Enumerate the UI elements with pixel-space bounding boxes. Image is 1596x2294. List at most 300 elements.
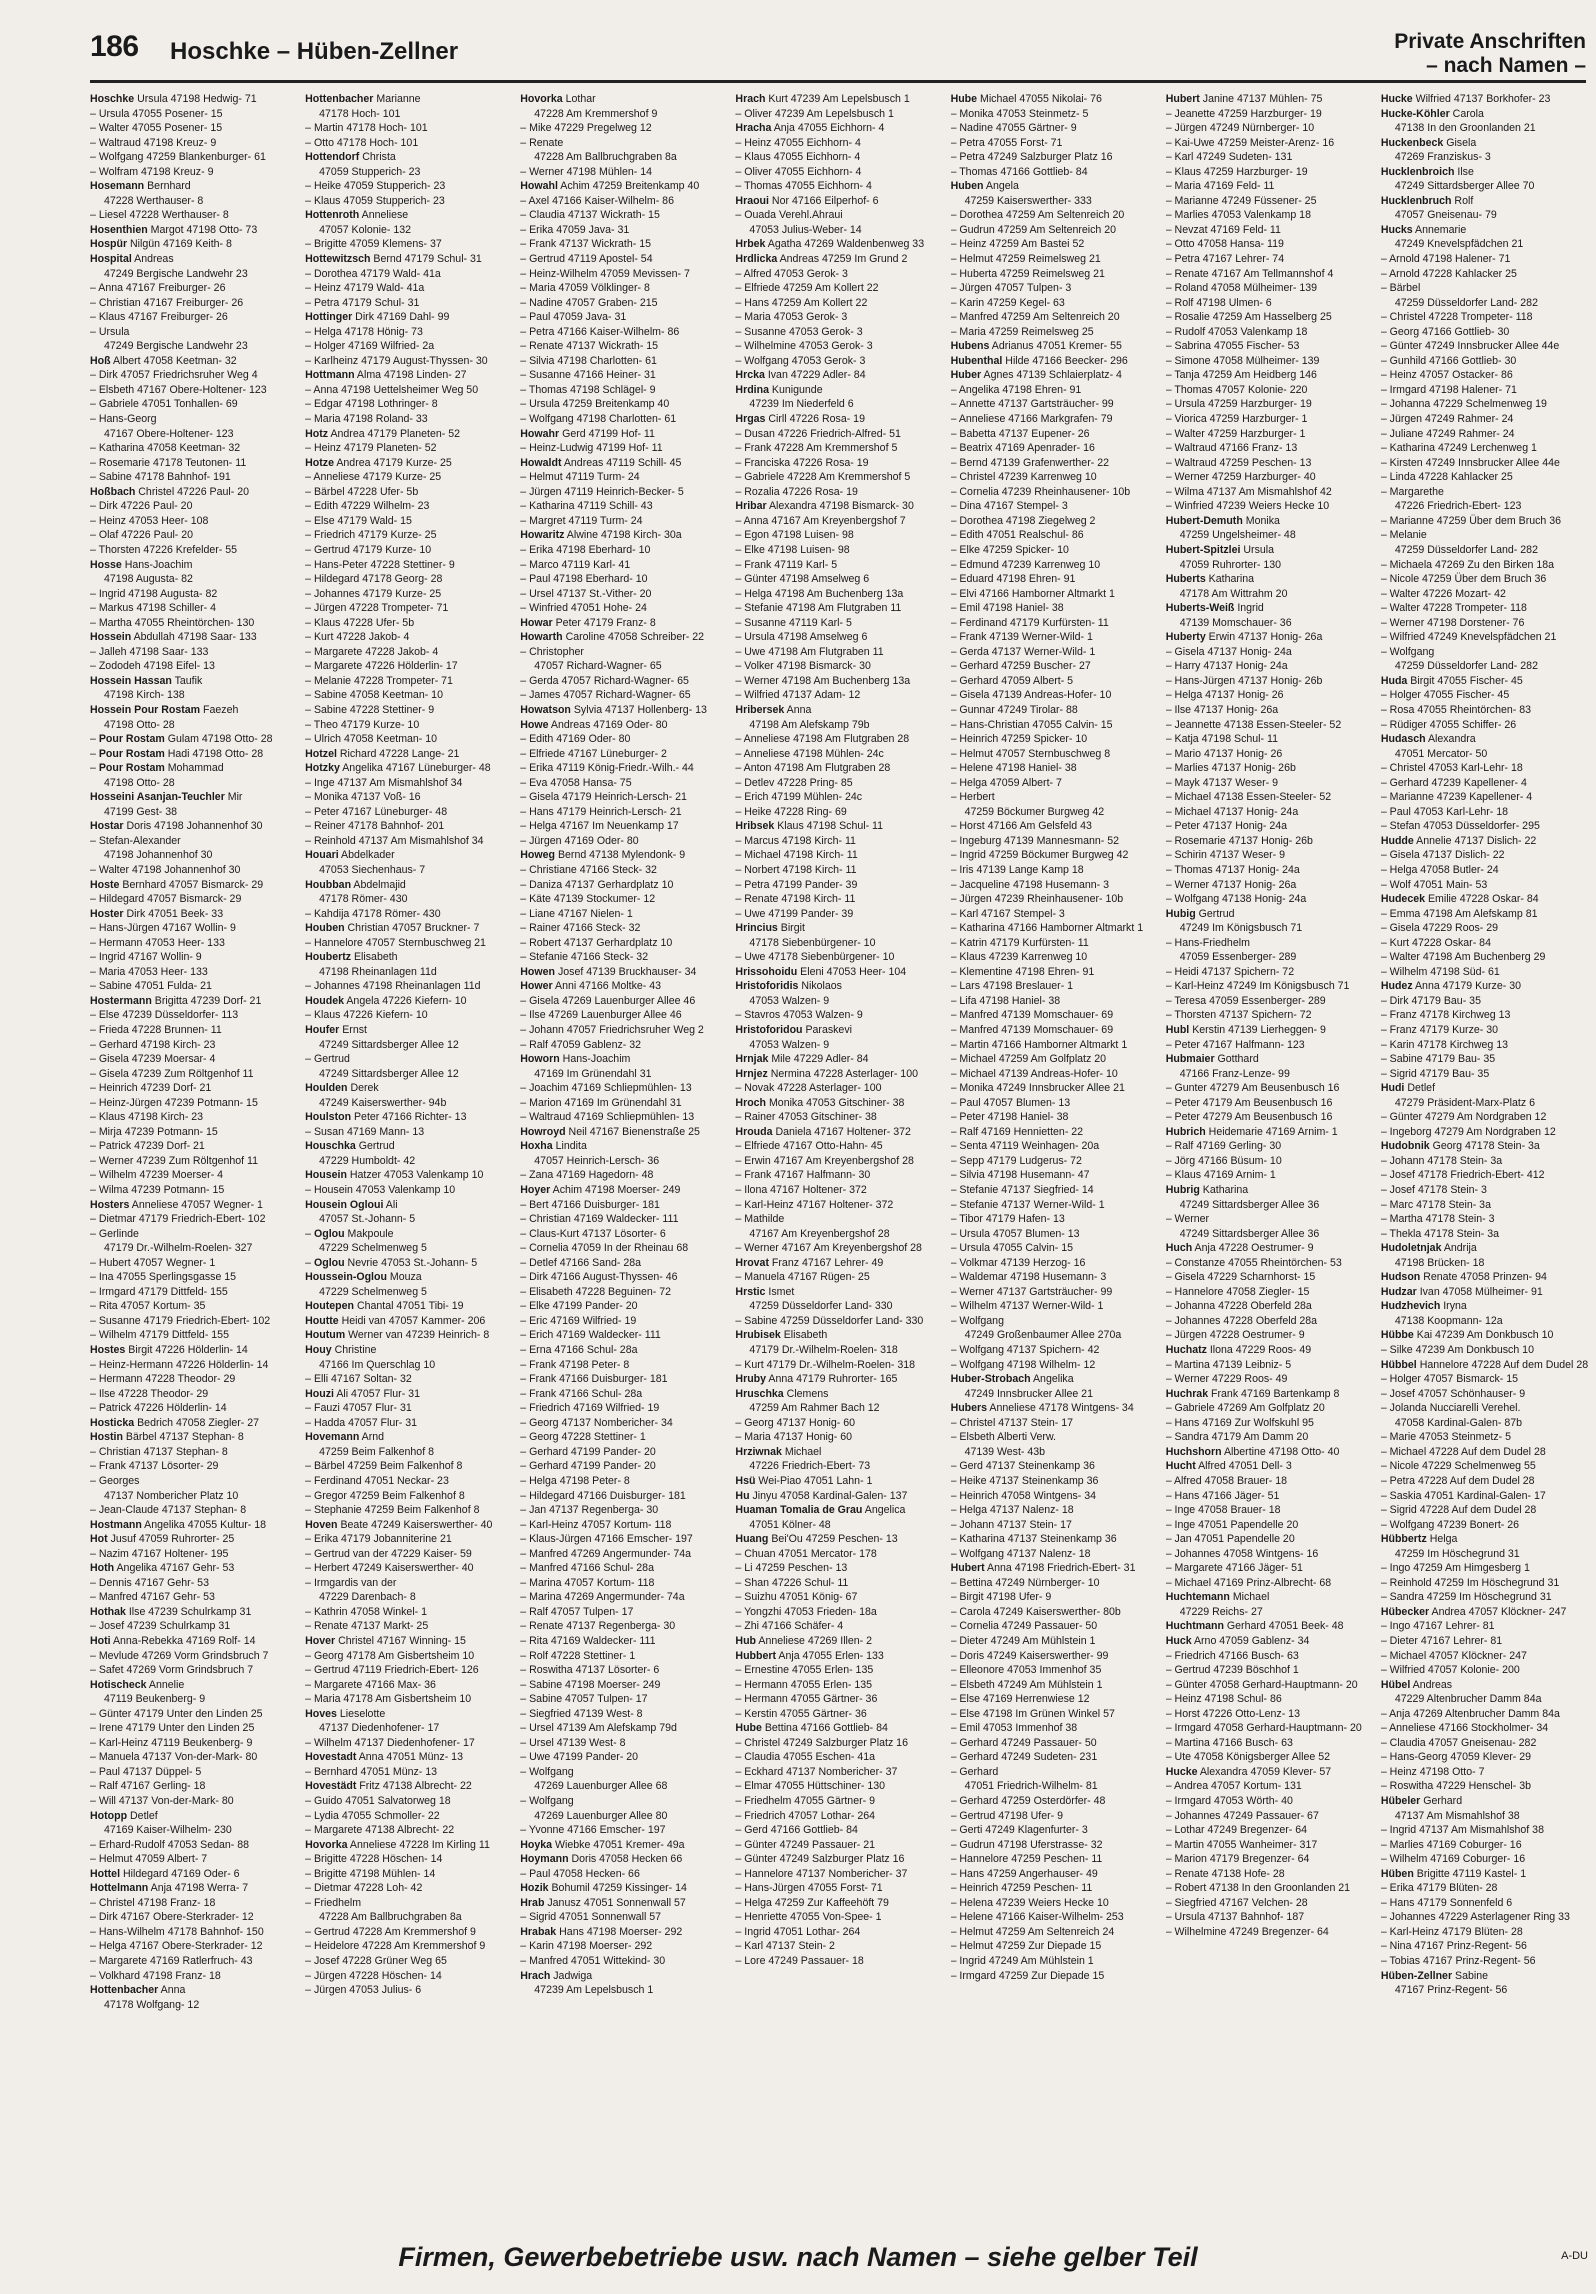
directory-entry: – Heinz 47259 Am Bastei 52 xyxy=(950,238,1085,251)
directory-entry: Huck Arno 47059 Gablenz- 34 xyxy=(1165,1634,1310,1647)
directory-entry: – Cornelia 47239 Rheinhausener- 10b xyxy=(950,485,1131,498)
directory-entry: Hubrig Katharina xyxy=(1165,1184,1249,1197)
directory-entry: – Helga 47178 Hönig- 73 xyxy=(305,325,423,338)
directory-entry: – Ingrid 47259 Böckumer Burgweg 42 xyxy=(950,849,1129,862)
directory-entry: – Johannes 47179 Kurze- 25 xyxy=(305,587,442,600)
directory-entry: – Emil 47053 Immenhof 38 xyxy=(950,1722,1078,1735)
directory-entry: Howahr Gerd 47199 Hof- 11 xyxy=(520,427,655,440)
directory-entry: – Else 47198 Im Grünen Winkel 57 xyxy=(950,1707,1115,1720)
directory-entry: – Ursula xyxy=(90,325,130,338)
directory-entry: Huch Anja 47228 Oestrumer- 9 xyxy=(1165,1242,1314,1255)
directory-entry: – Ingrid 47249 Am Mühlstein 1 xyxy=(950,1955,1094,1967)
directory-entry: – Elfriede 47167 Otto-Hahn- 45 xyxy=(735,1140,883,1153)
directory-entry: – Renate xyxy=(520,136,564,149)
directory-entry: 47178 Siebenbürgener- 10 xyxy=(749,936,876,949)
directory-entry: – Ilse 47269 Lauenburger Allee 46 xyxy=(520,1009,682,1022)
directory-entry: Hübecker Andrea 47057 Klöckner- 247 xyxy=(1380,1605,1567,1618)
directory-entry: – Gertrud xyxy=(305,1053,350,1066)
directory-entry: Hubens Adrianus 47051 Kremer- 55 xyxy=(950,340,1122,353)
directory-entry: – Yvonne 47166 Emscher- 197 xyxy=(520,1824,666,1837)
directory-entry: – Hildegard 47057 Bismarck- 29 xyxy=(90,893,242,906)
directory-entry: – Jürgen 47169 Oder- 80 xyxy=(520,834,639,847)
directory-entry: – Franciska 47226 Rosa- 19 xyxy=(735,456,869,469)
directory-entry: Hovorka Lothar xyxy=(520,93,596,105)
directory-entry: – Gerd 47137 Steinenkamp 36 xyxy=(950,1460,1095,1473)
directory-column xyxy=(90,92,297,2222)
directory-entry: Hoth Angelika 47167 Gehr- 53 xyxy=(90,1562,235,1575)
directory-entry: – Wolfgang 47198 Charlotten- 61 xyxy=(520,413,677,426)
directory-entry: – Gerti 47249 Klagenfurter- 3 xyxy=(950,1824,1088,1837)
directory-entry: – Ina 47055 Sperlingsgasse 15 xyxy=(90,1271,237,1284)
directory-entry: – Michaela 47269 Zu den Birken 18a xyxy=(1380,558,1554,571)
directory-entry: 47249 Sittardsberger Allee 12 xyxy=(319,1038,459,1051)
directory-entry: Hoves Lieselotte xyxy=(305,1707,386,1720)
directory-entry: – Rainer 47053 Gitschiner- 38 xyxy=(735,1111,877,1124)
directory-entry: – Cornelia 47059 In der Rheinau 68 xyxy=(520,1242,689,1255)
directory-entry: – Frank 47166 Schul- 28a xyxy=(520,1387,643,1400)
directory-entry: – Suizhu 47051 König- 67 xyxy=(735,1591,858,1604)
directory-entry: – Helga 47167 Im Neuenkamp 17 xyxy=(520,820,679,833)
directory-entry: – Walter 47198 Am Buchenberg 29 xyxy=(1380,951,1546,964)
directory-entry: 47051 Kölner- 48 xyxy=(749,1518,831,1531)
directory-entry: 47249 Sittardsberger Allee 70 xyxy=(1394,180,1535,193)
directory-entry: – Elvi 47166 Hamborner Altmarkt 1 xyxy=(950,587,1115,600)
directory-entry: 47138 In den Groonlanden 21 xyxy=(1394,122,1536,135)
directory-entry: – Gunhild 47166 Gottlieb- 30 xyxy=(1380,354,1517,367)
directory-entry: – Elleonore 47053 Immenhof 35 xyxy=(950,1664,1102,1677)
directory-entry: – Henriette 47055 Von-Spee- 1 xyxy=(735,1911,882,1924)
directory-entry: 47259 Düsseldorfer Land- 330 xyxy=(749,1300,893,1313)
directory-entry: – Wolfgang 47137 Nalenz- 18 xyxy=(950,1547,1091,1560)
directory-entry: – Wolfgang 47053 Gerok- 3 xyxy=(735,354,866,367)
directory-entry: – Peter 47137 Honig- 24a xyxy=(1165,820,1288,833)
directory-entry: – Marion 47169 Im Grünendahl 31 xyxy=(520,1096,682,1109)
directory-entry: – Olaf 47226 Paul- 20 xyxy=(90,529,194,542)
directory-entry: – Klaus 47055 Eichhorn- 4 xyxy=(735,151,861,164)
directory-entry: – Wolfgang 47198 Wilhelm- 12 xyxy=(950,1358,1096,1371)
directory-entry: Hraoui Nor 47166 Eilperhof- 6 xyxy=(735,194,879,207)
directory-entry: – Tibor 47179 Hafen- 13 xyxy=(950,1213,1065,1226)
directory-entry: Howe Andreas 47169 Oder- 80 xyxy=(520,718,668,731)
directory-entry: – Ursula 47198 Amselweg 6 xyxy=(735,631,868,644)
directory-entry: – Hermann 47053 Heer- 133 xyxy=(90,936,225,949)
directory-entry: Huchrak Frank 47169 Bartenkamp 8 xyxy=(1165,1387,1340,1400)
directory-entry: – Klaus 47169 Arnim- 1 xyxy=(1165,1169,1276,1182)
directory-entry: – Christian 47167 Freiburger- 26 xyxy=(90,296,244,309)
directory-entry: – Helga 47137 Honig- 26 xyxy=(1165,689,1284,702)
directory-entry: Howaritz Alwine 47198 Kirch- 30a xyxy=(520,529,682,542)
directory-entry: – Simone 47058 Mülheimer- 139 xyxy=(1165,354,1320,367)
directory-entry: – Jeannette 47138 Essen-Steeler- 52 xyxy=(1165,718,1342,731)
directory-entry: – Ute 47058 Königsberger Allee 52 xyxy=(1165,1751,1331,1764)
directory-entry: – Karlheinz 47179 August-Thyssen- 30 xyxy=(305,354,488,367)
directory-entry: – Gertrud 47198 Ufer- 9 xyxy=(950,1809,1064,1822)
directory-entry: – Wolfgang xyxy=(520,1765,574,1778)
directory-entry: – Elke 47199 Pander- 20 xyxy=(520,1300,638,1313)
directory-entry: – Hans 47169 Zur Wolfskuhl 95 xyxy=(1165,1416,1314,1429)
directory-entry: – Sigrid 47051 Sonnenwall 57 xyxy=(520,1911,662,1924)
directory-entry: – Walter 47259 Harzburger- 1 xyxy=(1165,427,1306,440)
directory-entry: Huchtemann Michael xyxy=(1165,1591,1270,1604)
directory-entry: Hucke-Köhler Carola xyxy=(1380,107,1484,120)
directory-entry: – Wolfgang 47138 Honig- 24a xyxy=(1165,893,1307,906)
directory-entry: – Mevlude 47269 Vorm Grindsbruch 7 xyxy=(90,1649,269,1662)
directory-entry: 47169 Im Grünendahl 31 xyxy=(534,1067,652,1080)
directory-entry: – Marlies 47053 Valenkamp 18 xyxy=(1165,209,1311,222)
directory-entry: – Dorothea 47179 Wald- 41a xyxy=(305,267,441,280)
directory-entry: – Johanna 47229 Schelmenweg 19 xyxy=(1380,398,1547,411)
directory-entry: – Nadine 47057 Graben- 215 xyxy=(520,296,658,309)
directory-entry: – Karl-Heinz 47179 Blüten- 28 xyxy=(1380,1925,1523,1938)
directory-entry: – Werner 47198 Am Buchenberg 13a xyxy=(735,674,911,687)
directory-entry: – Frank 47137 Wickrath- 15 xyxy=(520,238,651,251)
directory-entry: Houssein-Oglou Mouza xyxy=(305,1271,422,1284)
directory-entry: – Frank 47167 Halfmann- 30 xyxy=(735,1169,871,1182)
directory-entry: Hosters Anneliese 47057 Wegner- 1 xyxy=(90,1198,263,1211)
directory-entry: – Dirk 47057 Friedrichsruher Weg 4 xyxy=(90,369,258,382)
directory-entry: Hübbel Hannelore 47228 Auf dem Dudel 28 xyxy=(1380,1358,1588,1371)
directory-entry: – Jürgen 47228 Trompeter- 71 xyxy=(305,602,449,615)
directory-entry: – Sabrina 47055 Fischer- 53 xyxy=(1165,340,1300,353)
directory-entry: 47198 Augusta- 82 xyxy=(104,573,193,586)
directory-entry: Hruby Anna 47179 Ruhrorter- 165 xyxy=(735,1373,898,1386)
directory-entry: Howeg Bernd 47138 Mylendonk- 9 xyxy=(520,849,686,862)
page-header xyxy=(90,30,1596,77)
directory-entry: – Renate 47137 Wickrath- 15 xyxy=(520,340,659,353)
directory-entry: – Anneliese 47179 Kurze- 25 xyxy=(305,471,442,484)
directory-entry: – Renate 47198 Kirch- 11 xyxy=(735,893,856,906)
directory-entry: – Roswitha 47137 Lösorter- 6 xyxy=(520,1664,660,1677)
directory-entry: – Thomas 47198 Schlägel- 9 xyxy=(520,383,656,396)
directory-entry: 47178 Am Wittrahm 20 xyxy=(1179,587,1288,600)
footer-code: A-DU xyxy=(1561,2250,1588,2262)
directory-entry: 47178 Römer- 430 xyxy=(319,893,408,906)
directory-entry: Huber-Strobach Angelika xyxy=(950,1373,1074,1386)
directory-entry: – Maria 47053 Gerok- 3 xyxy=(735,311,848,324)
directory-entry: – Werner 47229 Roos- 49 xyxy=(1165,1373,1288,1386)
directory-entry: – Rosalie 47259 Am Hasselberg 25 xyxy=(1165,311,1332,324)
directory-entry: – Margarete 47226 Hölderlin- 17 xyxy=(305,660,458,673)
directory-entry: – Doris 47249 Kaiserswerther- 99 xyxy=(950,1649,1109,1662)
directory-entry: – Hannelore 47058 Ziegler- 15 xyxy=(1165,1285,1310,1298)
directory-entry: – Friedrich 47057 Lothar- 264 xyxy=(735,1809,875,1822)
directory-entry: – Erika 47198 Eberhard- 10 xyxy=(520,543,651,556)
directory-entry: – Nevzat 47169 Feld- 11 xyxy=(1165,223,1281,236)
directory-entry: Hube Michael 47055 Nikolai- 76 xyxy=(950,93,1102,105)
directory-entry: – Wolfgang xyxy=(950,1314,1004,1327)
directory-entry: Hucke Wilfried 47137 Borkhofer- 23 xyxy=(1380,93,1551,105)
directory-entry: – Hubert 47057 Wegner- 1 xyxy=(90,1256,216,1269)
directory-entry: Houlden Derek xyxy=(305,1082,379,1095)
directory-entry: Hribar Alexandra 47198 Bismarck- 30 xyxy=(735,500,914,513)
directory-entry: – Monika 47053 Steinmetz- 5 xyxy=(950,107,1089,120)
directory-entry: – Nazim 47167 Holtener- 195 xyxy=(90,1547,229,1560)
directory-entry: Huberty Erwin 47137 Honig- 26a xyxy=(1165,631,1323,644)
directory-entry: – Dirk 47167 Obere-Sterkrader- 12 xyxy=(90,1911,254,1924)
directory-entry: – Rita 47057 Kortum- 35 xyxy=(90,1300,206,1313)
directory-entry: – Johann 47137 Stein- 17 xyxy=(950,1518,1072,1531)
directory-entry: – Wilhelm 47179 Dittfeld- 155 xyxy=(90,1329,229,1342)
directory-entry: – Paul 47057 Blumen- 13 xyxy=(950,1096,1071,1109)
directory-entry: – Sabine 47259 Düsseldorfer Land- 330 xyxy=(735,1314,924,1327)
name-range: Hoschke – Hüben-Zellner xyxy=(170,38,459,65)
directory-entry: – Susanne 47053 Gerok- 3 xyxy=(735,325,863,338)
directory-entry: – Hans-Wilhelm 47178 Bahnhof- 150 xyxy=(90,1925,264,1938)
directory-entry: – Wilfried 47057 Kolonie- 200 xyxy=(1380,1664,1520,1677)
directory-entry: 47166 Franz-Lenze- 99 xyxy=(1179,1067,1290,1080)
directory-entry: Hudzar Ivan 47058 Mülheimer- 91 xyxy=(1380,1285,1543,1298)
directory-entry: – Marianne 47239 Kapellener- 4 xyxy=(1380,791,1533,804)
directory-entry: Huben Angela xyxy=(950,180,1019,193)
directory-entry: Hubers Anneliese 47178 Wintgens- 34 xyxy=(950,1402,1134,1415)
directory-entry: 47058 Kardinal-Galen- 87b xyxy=(1394,1416,1523,1429)
directory-entry: 47259 Böckumer Burgweg 42 xyxy=(964,805,1105,818)
directory-entry: Hrdina Kunigunde xyxy=(735,383,823,396)
directory-entry: – Zododeh 47198 Eifel- 13 xyxy=(90,660,215,673)
directory-entry: – Gertrud 47119 Apostel- 54 xyxy=(520,253,653,266)
directory-entry: – Gabriele 47051 Tonhallen- 69 xyxy=(90,398,238,411)
directory-entry: – Heidi 47137 Spichern- 72 xyxy=(1165,965,1295,978)
directory-entry: – Bernd 47139 Grafenwerther- 22 xyxy=(950,456,1109,469)
directory-entry: Hotzel Richard 47228 Lange- 21 xyxy=(305,747,460,760)
directory-entry: Hristoforidis Nikolaos xyxy=(735,980,842,993)
directory-entry: 47198 Otto- 28 xyxy=(104,718,175,731)
directory-entry: – Ingo 47167 Lehrer- 81 xyxy=(1380,1620,1495,1633)
directory-entry: – Elfriede 47167 Lüneburger- 2 xyxy=(520,747,667,760)
directory-entry: – Kathrin 47058 Winkel- 1 xyxy=(305,1605,428,1618)
directory-entry: – Fauzi 47057 Flur- 31 xyxy=(305,1402,412,1415)
directory-entry: – Klaus 47226 Kiefern- 10 xyxy=(305,1009,428,1022)
directory-entry: – Marlies 47137 Honig- 26b xyxy=(1165,762,1296,775)
directory-entry: – Angelika 47198 Ehren- 91 xyxy=(950,383,1082,396)
directory-entry: – Friedrich 47179 Kurze- 25 xyxy=(305,529,437,542)
directory-entry: – Sigrid 47179 Bau- 35 xyxy=(1380,1067,1490,1080)
directory-entry: – Gerhard 47199 Pander- 20 xyxy=(520,1460,656,1473)
directory-entry: 47249 Sittardsberger Allee 12 xyxy=(319,1067,459,1080)
directory-entry: Hrnjak Mile 47229 Adler- 84 xyxy=(735,1053,869,1066)
directory-entry: – Marlies 47169 Coburger- 16 xyxy=(1380,1838,1522,1851)
directory-entry: – Shan 47226 Schul- 11 xyxy=(735,1576,849,1589)
directory-entry: – Wilhelmine 47249 Bregenzer- 64 xyxy=(1165,1925,1329,1938)
directory-entry: – Manfred 47167 Gehr- 53 xyxy=(90,1591,215,1604)
directory-entry: – Jörg 47166 Büsum- 10 xyxy=(1165,1154,1282,1167)
directory-entry: 47059 Stupperich- 23 xyxy=(319,165,421,178)
directory-entry: Hoven Beate 47249 Kaiserswerther- 40 xyxy=(305,1518,493,1531)
directory-entry: – Katharina 47137 Steinenkamp 36 xyxy=(950,1533,1117,1546)
directory-entry: – Eric 47169 Wilfried- 19 xyxy=(520,1314,637,1327)
directory-entry: – Hannelore 47057 Sternbuschweg 21 xyxy=(305,936,486,949)
directory-entry: – Edith 47051 Realschul- 86 xyxy=(950,529,1084,542)
directory-entry: – Gunnar 47249 Tirolar- 88 xyxy=(950,703,1078,716)
directory-entry: – Jolanda Nucciarelli Verehel. xyxy=(1380,1402,1521,1415)
directory-entry: Hottel Hildegard 47169 Oder- 6 xyxy=(90,1867,240,1880)
directory-entry: – Wilma 47239 Potmann- 15 xyxy=(90,1184,225,1197)
directory-entry: Hrgas Cirll 47226 Rosa- 19 xyxy=(735,413,865,426)
directory-entry: – Günter 47279 Am Nordgraben 12 xyxy=(1380,1111,1547,1124)
directory-entry: – Constanze 47055 Rheintörchen- 53 xyxy=(1165,1256,1342,1269)
directory-entry: Houari Abdelkader xyxy=(305,849,395,862)
directory-entry: – Jürgen 47249 Rahmer- 24 xyxy=(1380,413,1514,426)
directory-entry: 47269 Franziskus- 3 xyxy=(1394,151,1491,164)
directory-entry: 47057 St.-Johann- 5 xyxy=(319,1213,416,1226)
directory-entry: – Frank 47166 Duisburger- 181 xyxy=(520,1373,668,1386)
directory-entry: 47167 Prinz-Regent- 56 xyxy=(1394,1984,1508,1997)
directory-entry: – Wolfgang 47239 Bonert- 26 xyxy=(1380,1518,1520,1531)
directory-entry: Howaldt Andreas 47119 Schill- 45 xyxy=(520,456,682,469)
directory-entry: Hover Christel 47167 Winning- 15 xyxy=(305,1634,466,1647)
directory-entry: – Elsbeth Alberti Verw. xyxy=(950,1431,1056,1444)
directory-entry: – Georg 47178 Am Gisbertsheim 10 xyxy=(305,1649,475,1662)
section-title-line-1: Private Anschriften xyxy=(1394,30,1586,53)
directory-entry: – Ursel 47139 Am Alefskamp 79d xyxy=(520,1722,677,1735)
directory-entry: – Ralf 47169 Hennietten- 22 xyxy=(950,1125,1084,1138)
directory-entry: – Hans-Georg 47059 Klever- 29 xyxy=(1380,1751,1532,1764)
directory-entry: – Inge 47051 Papendelle 20 xyxy=(1165,1518,1299,1531)
directory-entry: – Gertrud 47228 Am Kremmershof 9 xyxy=(305,1925,476,1938)
directory-entry: – Karl 47167 Stempel- 3 xyxy=(950,907,1065,920)
directory-entry: 47198 Brücken- 18 xyxy=(1394,1256,1485,1269)
directory-entry: Huchtmann Gerhard 47051 Beek- 48 xyxy=(1165,1620,1344,1633)
directory-columns xyxy=(90,92,1588,2222)
directory-entry: – Cornelia 47249 Passauer- 50 xyxy=(950,1620,1098,1633)
directory-entry: – Helmut 47259 Am Seltenreich 24 xyxy=(950,1925,1115,1938)
directory-entry: 47229 Schelmenweg 5 xyxy=(319,1285,427,1298)
directory-entry: – Wolfgang 47137 Spichern- 42 xyxy=(950,1344,1100,1357)
directory-entry: – Margarethe xyxy=(1380,485,1444,498)
directory-entry: 47119 Beukenberg- 9 xyxy=(104,1693,206,1706)
directory-entry: – Rita 47169 Waldecker- 111 xyxy=(520,1634,656,1647)
directory-entry: 47139 Momschauer- 36 xyxy=(1179,616,1292,629)
directory-entry: Hubrich Heidemarie 47169 Arnim- 1 xyxy=(1165,1125,1338,1138)
directory-entry: – Claudia 47137 Wickrath- 15 xyxy=(520,209,660,222)
directory-entry: Houben Christian 47057 Bruckner- 7 xyxy=(305,922,480,935)
directory-entry: 47198 Johannenhof 30 xyxy=(104,849,213,862)
directory-entry: – Christian 47169 Waldecker- 111 xyxy=(520,1213,679,1226)
directory-entry: Hossein Abdullah 47198 Saar- 133 xyxy=(90,631,257,644)
directory-entry: – Peter 47198 Haniel- 38 xyxy=(950,1111,1069,1124)
directory-entry: 47269 Lauenburger Allee 68 xyxy=(534,1780,668,1793)
directory-entry: – Frank 47228 Am Kremmershof 5 xyxy=(735,442,898,455)
directory-entry: – Stefanie 47137 Werner-Wild- 1 xyxy=(950,1198,1105,1211)
directory-entry: – Ingeborg 47279 Am Nordgraben 12 xyxy=(1380,1125,1556,1138)
directory-entry: Hubenthal Hilde 47166 Beecker- 296 xyxy=(950,354,1128,367)
directory-entry: – Erhard-Rudolf 47053 Sedan- 88 xyxy=(90,1838,250,1851)
directory-entry: – Gerhard 47249 Sudeten- 231 xyxy=(950,1751,1098,1764)
directory-entry: – Heike 47137 Steinenkamp 36 xyxy=(950,1474,1099,1487)
directory-entry: – Thorsten 47226 Krefelder- 55 xyxy=(90,543,238,556)
directory-entry: – Marc 47178 Stein- 3a xyxy=(1380,1198,1491,1211)
directory-entry: Hoß Albert 47058 Keetman- 32 xyxy=(90,354,237,367)
directory-entry: Hotz Andrea 47179 Planeten- 52 xyxy=(305,427,461,440)
directory-entry: Hostermann Brigitta 47239 Dorf- 21 xyxy=(90,994,262,1007)
directory-entry: – Ursel 47139 West- 8 xyxy=(520,1736,626,1749)
directory-entry: – Friedrich 47169 Wilfried- 19 xyxy=(520,1402,660,1415)
directory-entry: – Hans-Georg xyxy=(90,413,157,426)
directory-entry: Hübbe Kai 47239 Am Donkbusch 10 xyxy=(1380,1329,1554,1342)
directory-entry: – Yongzhi 47053 Frieden- 18a xyxy=(735,1605,877,1618)
directory-entry: – Dietmar 47228 Loh- 42 xyxy=(305,1882,423,1895)
directory-entry: – Thomas 47137 Honig- 24a xyxy=(1165,863,1300,876)
directory-entry: – Huberta 47259 Reimelsweg 21 xyxy=(950,267,1105,280)
directory-entry: – Waltraud 47259 Peschen- 13 xyxy=(1165,456,1312,469)
directory-entry: 47229 Humboldt- 42 xyxy=(319,1154,416,1167)
directory-entry: – Martin 47055 Wanheimer- 317 xyxy=(1165,1838,1318,1851)
directory-entry: 47053 Walzen- 9 xyxy=(749,1038,830,1051)
directory-entry: – Hermann 47055 Erlen- 135 xyxy=(735,1678,873,1691)
directory-entry: – Kirsten 47249 Innsbrucker Allee 44e xyxy=(1380,456,1560,469)
directory-entry: – Paul 47059 Java- 31 xyxy=(520,311,627,324)
directory-entry: – Pour Rostam Hadi 47198 Otto- 28 xyxy=(90,747,264,760)
directory-entry: – Erna 47166 Schul- 28a xyxy=(520,1344,638,1357)
directory-entry: – Thomas 47166 Gottlieb- 84 xyxy=(950,165,1088,178)
directory-entry: – Heinz-Ludwig 47199 Hof- 11 xyxy=(520,442,663,455)
directory-entry: – Elfriede 47259 Am Kollert 22 xyxy=(735,282,879,295)
directory-entry: 47137 Nombericher Platz 10 xyxy=(104,1489,239,1502)
directory-entry: Howroyd Neil 47167 Bienenstraße 25 xyxy=(520,1125,700,1138)
directory-entry: – Helga 47167 Obere-Sterkrader- 12 xyxy=(90,1940,263,1953)
directory-entry: – Gudrun 47259 Am Seltenreich 20 xyxy=(950,223,1117,236)
directory-entry: 47137 Am Mismahlshof 38 xyxy=(1394,1809,1520,1822)
directory-entry: – Axel 47166 Kaiser-Wilhelm- 86 xyxy=(520,194,674,207)
directory-entry: Huberts Katharina xyxy=(1165,573,1255,586)
directory-entry: – Senta 47119 Weinhagen- 20a xyxy=(950,1140,1100,1153)
directory-entry: – Erwin 47167 Am Kreyenbergshof 28 xyxy=(735,1154,914,1167)
directory-entry: Hossein Pour Rostam Faezeh xyxy=(90,703,239,716)
directory-entry: 47249 Kaiserswerther- 94b xyxy=(319,1096,447,1109)
directory-entry: – Else 47179 Wald- 15 xyxy=(305,514,412,527)
directory-entry: – Anja 47269 Altenbrucher Damm 84a xyxy=(1380,1707,1560,1720)
directory-entry: – Ralf 47169 Gerling- 30 xyxy=(1165,1140,1282,1153)
directory-entry: 47259 Im Höschegrund 31 xyxy=(1394,1547,1520,1560)
directory-entry: – Frank 47137 Lösorter- 29 xyxy=(90,1460,219,1473)
directory-entry: 47269 Lauenburger Allee 80 xyxy=(534,1809,668,1822)
directory-entry: – Christel 47228 Trompeter- 118 xyxy=(1380,311,1533,324)
section-title-line-2: – nach Namen – xyxy=(1426,54,1586,77)
directory-entry: Hoste Bernhard 47057 Bismarck- 29 xyxy=(90,878,264,891)
directory-entry: – Annette 47137 Gartsträucher- 99 xyxy=(950,398,1114,411)
directory-entry: – Silke 47239 Am Donkbusch 10 xyxy=(1380,1344,1534,1357)
directory-entry: Hroch Monika 47053 Gitschiner- 38 xyxy=(735,1096,905,1109)
directory-entry: – Gerhard 47249 Passauer- 50 xyxy=(950,1736,1097,1749)
directory-entry: – Susanne 47179 Friedrich-Ebert- 102 xyxy=(90,1314,271,1327)
directory-entry: – Siegfried 47139 West- 8 xyxy=(520,1707,643,1720)
directory-entry: Howar Peter 47179 Franz- 8 xyxy=(520,616,656,629)
directory-entry: – Dietmar 47179 Friedrich-Ebert- 102 xyxy=(90,1213,266,1226)
directory-entry: – Lifa 47198 Haniel- 38 xyxy=(950,994,1061,1007)
directory-entry: 47139 West- 43b xyxy=(964,1445,1046,1458)
directory-entry: Hovorka Anneliese 47228 Im Kirling 11 xyxy=(305,1838,490,1851)
directory-entry: – Sabine 47057 Tulpen- 17 xyxy=(520,1693,648,1706)
directory-entry: Howarth Caroline 47058 Schreiber- 22 xyxy=(520,631,704,644)
directory-entry: Hubert-Demuth Monika xyxy=(1165,514,1280,527)
directory-entry: – Christopher xyxy=(520,645,584,658)
directory-entry: Hostar Doris 47198 Johannenhof 30 xyxy=(90,820,263,833)
directory-entry: – Ingrid 47198 Augusta- 82 xyxy=(90,587,218,600)
directory-entry: – Rüdiger 47055 Schiffer- 26 xyxy=(1380,718,1517,731)
directory-entry: – Gerhard 47199 Pander- 20 xyxy=(520,1445,656,1458)
directory-entry: – Hans-Christian 47055 Calvin- 15 xyxy=(950,718,1113,731)
directory-entry: – Werner 47239 Zum Röltgenhof 11 xyxy=(90,1154,259,1167)
directory-entry: – Elke 47198 Luisen- 98 xyxy=(735,543,850,556)
directory-entry: – Renate 47137 Markt- 25 xyxy=(305,1620,429,1633)
directory-entry: – Mario 47137 Honig- 26 xyxy=(1165,747,1283,760)
directory-entry: Hottendorf Christa xyxy=(305,151,396,164)
directory-entry: Hristoforidou Paraskevi xyxy=(735,1024,852,1036)
directory-entry: Hoymann Doris 47058 Hecken 66 xyxy=(520,1853,683,1866)
directory-entry: – Sigrid 47228 Auf dem Dudel 28 xyxy=(1380,1504,1537,1517)
directory-entry: – Peter 47167 Halfmann- 123 xyxy=(1165,1038,1305,1051)
directory-entry: – Katharina 47119 Schill- 43 xyxy=(520,500,653,513)
